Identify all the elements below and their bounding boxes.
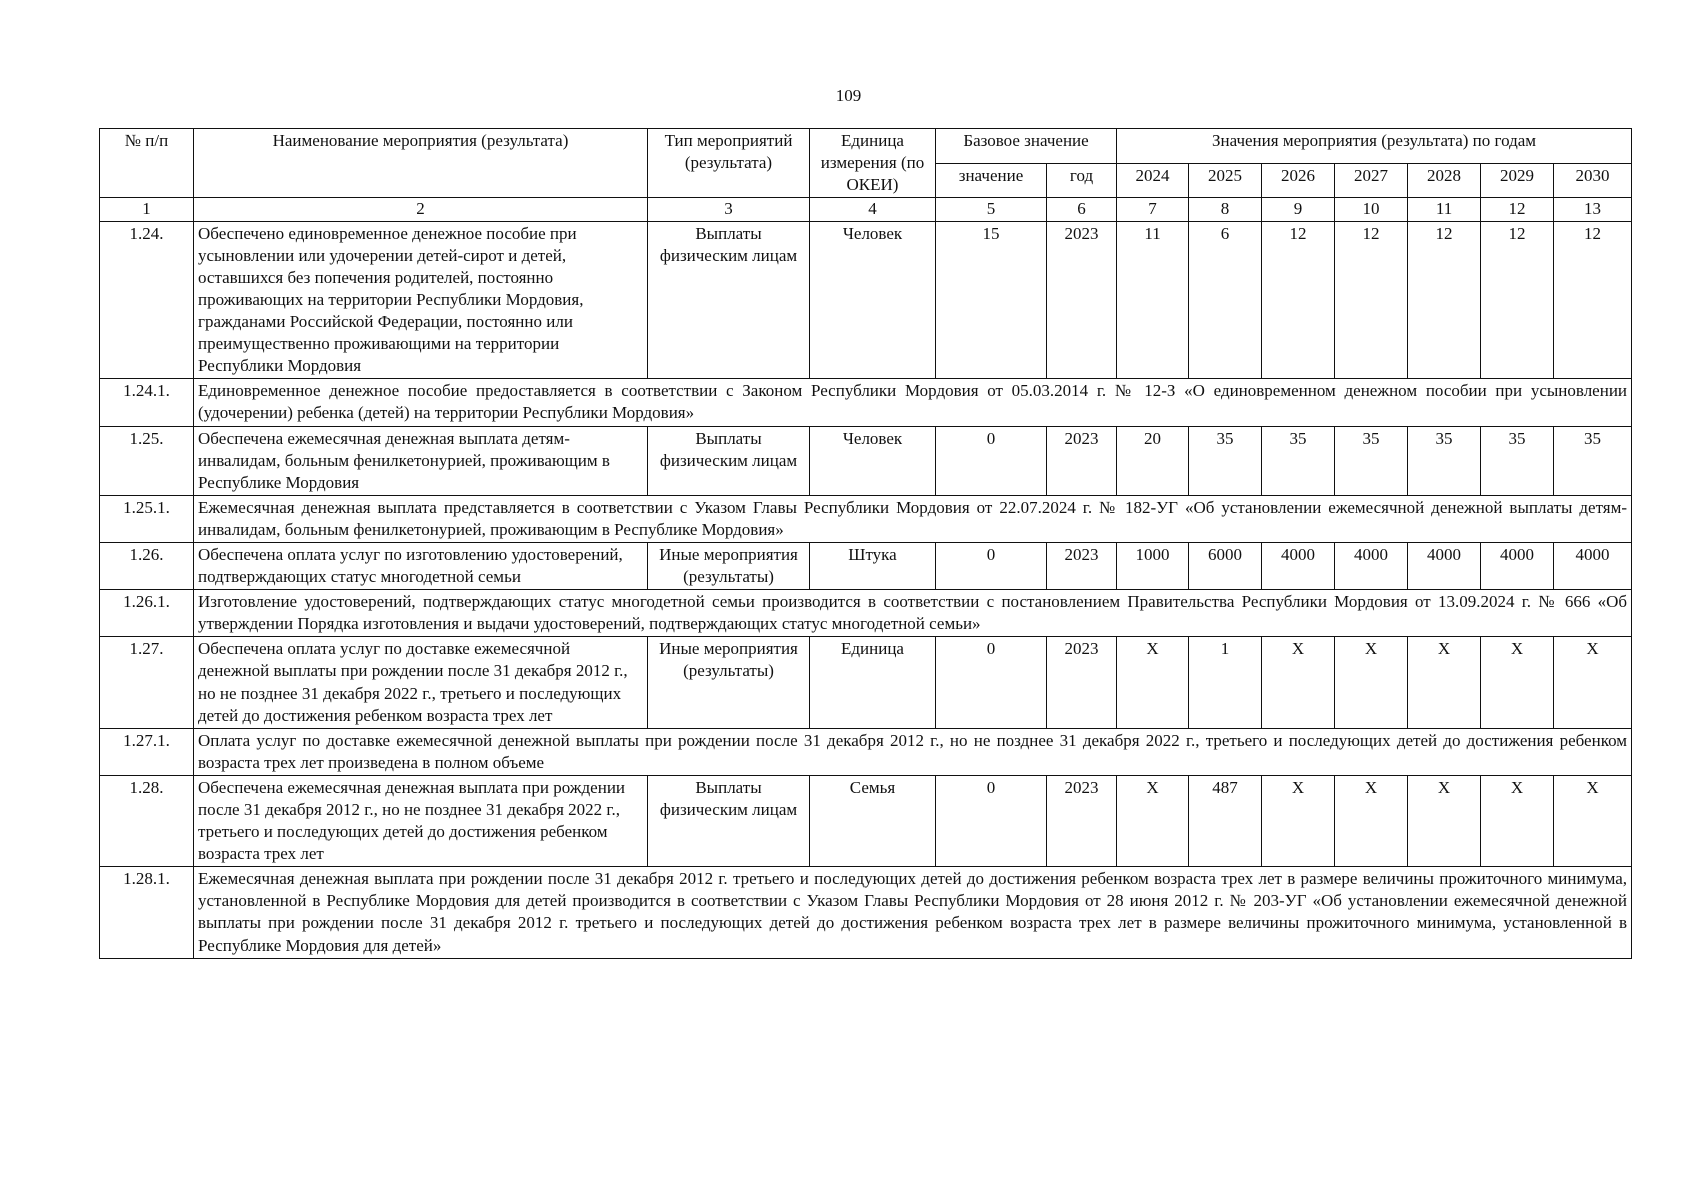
column-numbers-row bbox=[100, 198, 1632, 221]
row-type: Иные мероприятия (результаты) bbox=[648, 542, 810, 589]
row-year-value: 4000 bbox=[1262, 542, 1335, 589]
note-row bbox=[100, 590, 1632, 637]
row-base-year: 2023 bbox=[1047, 221, 1117, 379]
row-type: Выплаты физическим лицам bbox=[648, 775, 810, 866]
row-base-value: 0 bbox=[936, 637, 1047, 728]
row-year-value: 35 bbox=[1262, 426, 1335, 495]
row-year-value: 35 bbox=[1554, 426, 1632, 495]
row-name: Обеспечена оплата услуг по изготовлению удостоверений, подтверждающих статус многодетной семьи bbox=[194, 542, 648, 589]
header-unit: Единица измерения (по ОКЕИ) bbox=[810, 129, 936, 198]
row-year-value: 12 bbox=[1481, 221, 1554, 379]
row-base-value: 15 bbox=[936, 221, 1047, 379]
column-number: 12 bbox=[1481, 198, 1554, 221]
row-base-value: 0 bbox=[936, 542, 1047, 589]
row-year-value: 20 bbox=[1117, 426, 1189, 495]
header-base: Базовое значение bbox=[936, 129, 1117, 164]
row-year-value: X bbox=[1481, 637, 1554, 728]
note-number: 1.26.1. bbox=[100, 590, 194, 637]
header-year: 2024 bbox=[1117, 163, 1189, 198]
row-type: Выплаты физическим лицам bbox=[648, 221, 810, 379]
header-year: 2029 bbox=[1481, 163, 1554, 198]
row-year-value: 12 bbox=[1335, 221, 1408, 379]
note-number: 1.28.1. bbox=[100, 867, 194, 958]
row-year-value: X bbox=[1262, 775, 1335, 866]
row-number: 1.27. bbox=[100, 637, 194, 728]
row-type: Выплаты физическим лицам bbox=[648, 426, 810, 495]
column-number: 6 bbox=[1047, 198, 1117, 221]
row-base-year: 2023 bbox=[1047, 637, 1117, 728]
header-no: № п/п bbox=[100, 129, 194, 198]
row-year-value: X bbox=[1335, 775, 1408, 866]
header-year: 2026 bbox=[1262, 163, 1335, 198]
row-number: 1.28. bbox=[100, 775, 194, 866]
column-number: 13 bbox=[1554, 198, 1632, 221]
column-number: 9 bbox=[1262, 198, 1335, 221]
header-row-1 bbox=[100, 129, 1632, 164]
column-number: 11 bbox=[1408, 198, 1481, 221]
column-number: 8 bbox=[1189, 198, 1262, 221]
indicators-table bbox=[99, 128, 1632, 959]
note-row bbox=[100, 379, 1632, 426]
row-year-value: X bbox=[1554, 637, 1632, 728]
header-year: 2027 bbox=[1335, 163, 1408, 198]
row-year-value: 12 bbox=[1262, 221, 1335, 379]
note-row bbox=[100, 867, 1632, 958]
note-row bbox=[100, 495, 1632, 542]
row-base-year: 2023 bbox=[1047, 775, 1117, 866]
note-text: Ежемесячная денежная выплата при рождении после 31 декабря 2012 г. третьего и последующих детей до достижения ребенком возраста трех лет в размере величины прожиточного минимума, установленной в Республике Мордовия для детей производится в соответствии с Указом Главы Республики Мордовия от 28 июня 2012 г. № 203-УГ «Об установлении ежемесячной денежной выплаты при рождении после 31 декабря 2012 г. третьего и последующих детей до достижения ребенком возраста трех лет в размере величины прожиточного минимума, установленной в Республике Мордовия для детей» bbox=[194, 867, 1632, 958]
row-year-value: X bbox=[1408, 775, 1481, 866]
header-name: Наименование мероприятия (результата) bbox=[194, 129, 648, 198]
row-year-value: X bbox=[1262, 637, 1335, 728]
row-unit: Штука bbox=[810, 542, 936, 589]
row-year-value: 35 bbox=[1408, 426, 1481, 495]
row-name: Обеспечена оплата услуг по доставке ежемесячной денежной выплаты при рождении после 31 декабря 2012 г., но не позднее 31 декабря 2022 г., третьего и последующих детей до достижения ребенком возраста трех лет bbox=[194, 637, 648, 728]
row-year-value: 1 bbox=[1189, 637, 1262, 728]
row-number: 1.24. bbox=[100, 221, 194, 379]
column-number: 7 bbox=[1117, 198, 1189, 221]
column-number: 5 bbox=[936, 198, 1047, 221]
row-year-value: 6 bbox=[1189, 221, 1262, 379]
row-year-value: 487 bbox=[1189, 775, 1262, 866]
column-number: 3 bbox=[648, 198, 810, 221]
row-year-value: X bbox=[1408, 637, 1481, 728]
row-base-value: 0 bbox=[936, 775, 1047, 866]
row-year-value: 1000 bbox=[1117, 542, 1189, 589]
header-by-years: Значения мероприятия (результата) по годам bbox=[1117, 129, 1632, 164]
header-base-year: год bbox=[1047, 163, 1117, 198]
row-year-value: 35 bbox=[1481, 426, 1554, 495]
note-number: 1.27.1. bbox=[100, 728, 194, 775]
row-year-value: 4000 bbox=[1335, 542, 1408, 589]
row-year-value: 4000 bbox=[1408, 542, 1481, 589]
column-number: 1 bbox=[100, 198, 194, 221]
row-unit: Человек bbox=[810, 221, 936, 379]
row-year-value: 6000 bbox=[1189, 542, 1262, 589]
row-year-value: 11 bbox=[1117, 221, 1189, 379]
header-year: 2030 bbox=[1554, 163, 1632, 198]
header-base-value: значение bbox=[936, 163, 1047, 198]
row-type: Иные мероприятия (результаты) bbox=[648, 637, 810, 728]
row-number: 1.26. bbox=[100, 542, 194, 589]
row-base-value: 0 bbox=[936, 426, 1047, 495]
column-number: 4 bbox=[810, 198, 936, 221]
row-year-value: 12 bbox=[1554, 221, 1632, 379]
row-base-year: 2023 bbox=[1047, 542, 1117, 589]
row-name: Обеспечена ежемесячная денежная выплата при рождении после 31 декабря 2012 г., но не позднее 31 декабря 2022 г., третьего и последующих детей до достижения ребенком возраста трех лет bbox=[194, 775, 648, 866]
row-number: 1.25. bbox=[100, 426, 194, 495]
row-year-value: 35 bbox=[1189, 426, 1262, 495]
note-number: 1.24.1. bbox=[100, 379, 194, 426]
note-text: Ежемесячная денежная выплата представляется в соответствии с Указом Главы Республики Мордовия от 22.07.2024 г. № 182-УГ «Об установлении ежемесячной денежной выплаты детям-инвалидам, больным фенилкетонурией, проживающим в Республике Мордовия» bbox=[194, 495, 1632, 542]
row-year-value: X bbox=[1481, 775, 1554, 866]
column-number: 2 bbox=[194, 198, 648, 221]
row-year-value: 12 bbox=[1408, 221, 1481, 379]
row-unit: Семья bbox=[810, 775, 936, 866]
row-year-value: 35 bbox=[1335, 426, 1408, 495]
table-row bbox=[100, 426, 1632, 495]
note-text: Оплата услуг по доставке ежемесячной денежной выплаты при рождении после 31 декабря 2012 г., но не позднее 31 декабря 2022 г., третьего и последующих детей до достижения ребенком возраста трех лет произведена в полном объеме bbox=[194, 728, 1632, 775]
table-row bbox=[100, 637, 1632, 728]
note-row bbox=[100, 728, 1632, 775]
header-type: Тип мероприятий (результата) bbox=[648, 129, 810, 198]
row-base-year: 2023 bbox=[1047, 426, 1117, 495]
note-text: Изготовление удостоверений, подтверждающих статус многодетной семьи производится в соответствии с постановлением Правительства Республики Мордовия от 13.09.2024 г. № 666 «Об утверждении Порядка изготовления и выдачи удостоверений, подтверждающих статус многодетной семьи» bbox=[194, 590, 1632, 637]
table-row bbox=[100, 542, 1632, 589]
row-year-value: X bbox=[1554, 775, 1632, 866]
row-year-value: X bbox=[1117, 637, 1189, 728]
row-unit: Единица bbox=[810, 637, 936, 728]
row-unit: Человек bbox=[810, 426, 936, 495]
note-text: Единовременное денежное пособие предоставляется в соответствии с Законом Республики Мордовия от 05.03.2014 г. № 12-З «О единовременном денежном пособии при усыновлении (удочерении) ребенка (детей) на территории Республики Мордовия» bbox=[194, 379, 1632, 426]
row-year-value: 4000 bbox=[1554, 542, 1632, 589]
note-number: 1.25.1. bbox=[100, 495, 194, 542]
header-year: 2028 bbox=[1408, 163, 1481, 198]
page-number: 109 bbox=[835, 86, 862, 105]
row-year-value: X bbox=[1335, 637, 1408, 728]
row-year-value: 4000 bbox=[1481, 542, 1554, 589]
column-number: 10 bbox=[1335, 198, 1408, 221]
table-row bbox=[100, 775, 1632, 866]
row-name: Обеспечено единовременное денежное пособие при усыновлении или удочерении детей-сирот и детей, оставшихся без попечения родителей, постоянно проживающих на территории Республики Мордовия, гражданами Российской Федерации, постоянно или преимущественно проживающими на территории Республики Мордовия bbox=[194, 221, 648, 379]
row-name: Обеспечена ежемесячная денежная выплата детям-инвалидам, больным фенилкетонурией, проживающим в Республике Мордовия bbox=[194, 426, 648, 495]
table-row bbox=[100, 221, 1632, 379]
row-year-value: X bbox=[1117, 775, 1189, 866]
header-year: 2025 bbox=[1189, 163, 1262, 198]
